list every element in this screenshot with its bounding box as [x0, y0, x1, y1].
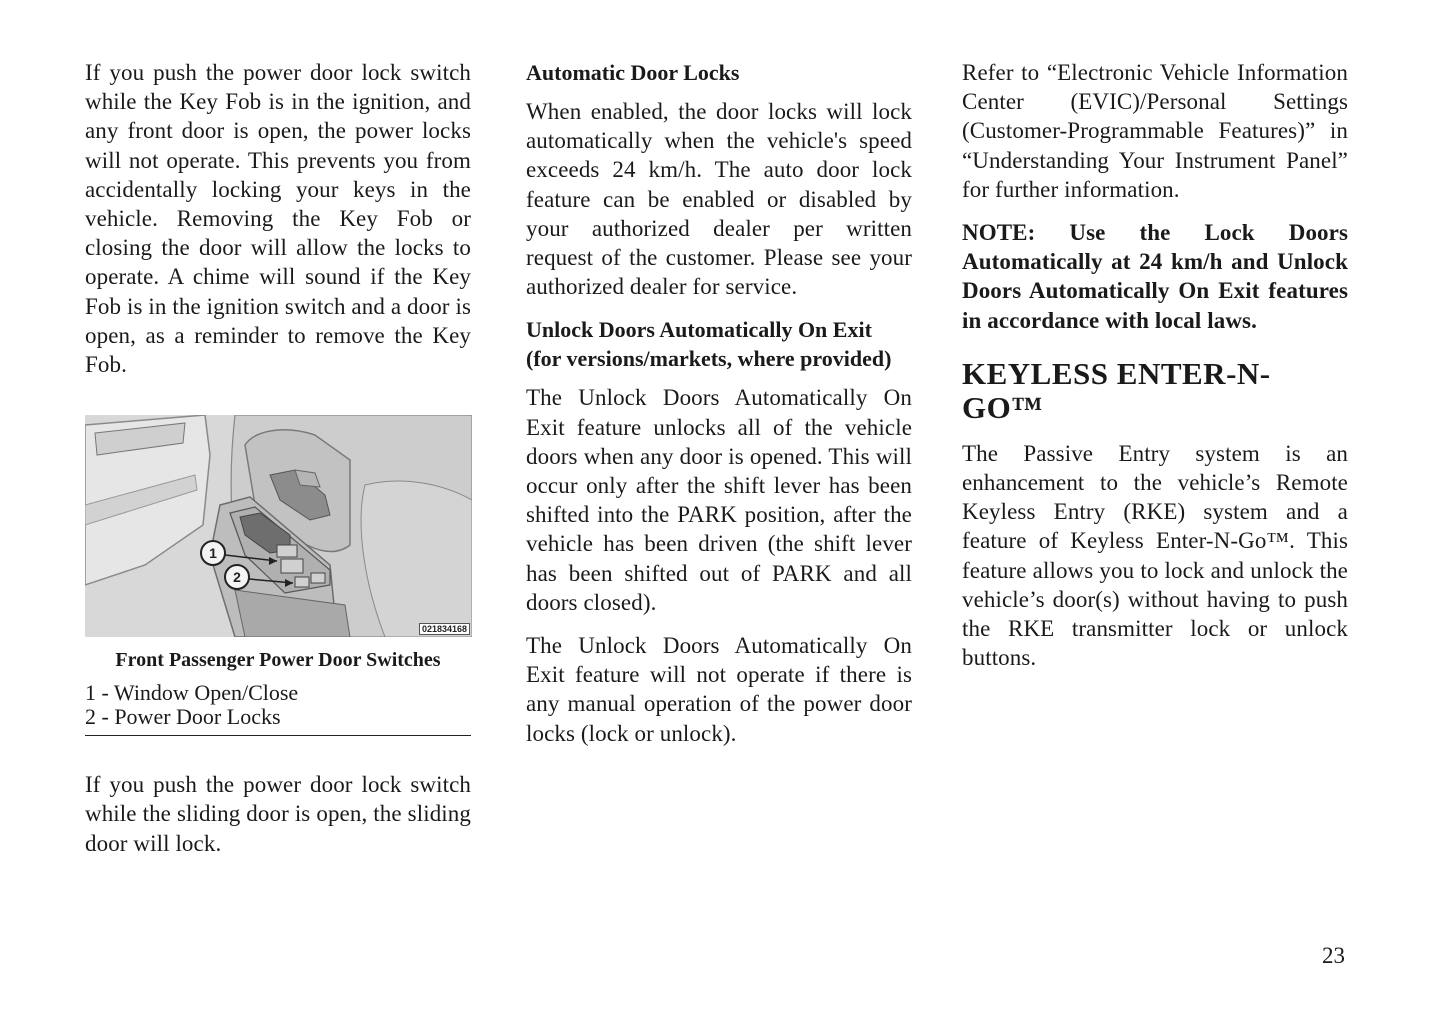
callout-2: 2	[233, 569, 241, 586]
heading-unlock-on-exit: Unlock Doors Automatically On Exit (for versions/markets, where provided)	[526, 317, 892, 372]
paragraph-unlock-on-exit-manual: The Unlock Doors Automatically On Exit feature will not operate if there is any manual operation of the power door locks (lock or unlock).	[526, 633, 912, 746]
column-middle	[526, 58, 912, 748]
column-left	[85, 58, 471, 858]
legend-item-1: 1 - Window Open/Close	[85, 680, 299, 706]
paragraph-key-fob-lockout: If you push the power door lock switch while the Key Fob is in the ignition, and any front door is open, the power locks will not operate. This prevents you from accidentally locking your keys in the vehicle. Removing the Key Fob or closing the door will allow the locks to operate. A chime will sound if the Key Fob is in the ignition switch and a door is open, as a reminder to remove the Key Fob.	[85, 60, 471, 378]
paragraph-passive-entry: The Passive Entry system is an enhancement to the vehicle’s Remote Keyless Entry (RKE) system and a feature of Keyless Enter-N-Go™. This feature allows you to lock and unlock the vehicle’s door(s) without having to push the RKE transmitter lock or unlock buttons.	[962, 440, 1348, 671]
paragraph-sliding-door: If you push the power door lock switch while the sliding door is open, the sliding door will lock.	[85, 772, 471, 856]
callout-1: 1	[209, 545, 217, 562]
figure-legend	[85, 681, 471, 736]
heading-automatic-door-locks: Automatic Door Locks	[526, 60, 740, 85]
paragraph-automatic-door-locks: When enabled, the door locks will lock automatically when the vehicle's speed exceeds 24 km/h. The auto door lock feature can be enabled or disabled by your authorized dealer per written request of the customer. Please see your authorized dealer for service.	[526, 99, 912, 300]
page-number: 23	[1322, 943, 1345, 968]
legend-item-2: 2 - Power Door Locks	[85, 704, 281, 730]
door-switch-illustration	[85, 415, 472, 637]
paragraph-unlock-on-exit: The Unlock Doors Automatically On Exit feature unlocks all of the vehicle doors when any door is opened. This will occur only after the shift lever has been shifted into the PARK position, after the vehicle has been driven (the shift lever has been shifted out of PARK and all doors closed).	[526, 385, 912, 615]
section-title-keyless-enter-n-go: KEYLESS ENTER-N-GO™	[962, 355, 1271, 425]
paragraph-evic-reference: Refer to “Electronic Vehicle Information Center (EVIC)/Personal Settings (Customer-Programmable Features)” in “Understanding Your Instrument Panel” for further information.	[962, 60, 1348, 202]
figure-id-label: 021834168	[419, 623, 470, 635]
column-right	[962, 58, 1348, 672]
door-panel-image	[85, 415, 472, 637]
figure-caption: Front Passenger Power Door Switches	[115, 649, 441, 672]
note-local-laws: NOTE: Use the Lock Doors Automatically at 24 km/h and Unlock Doors Automatically On Exit features in accordance with local laws.	[962, 220, 1348, 333]
